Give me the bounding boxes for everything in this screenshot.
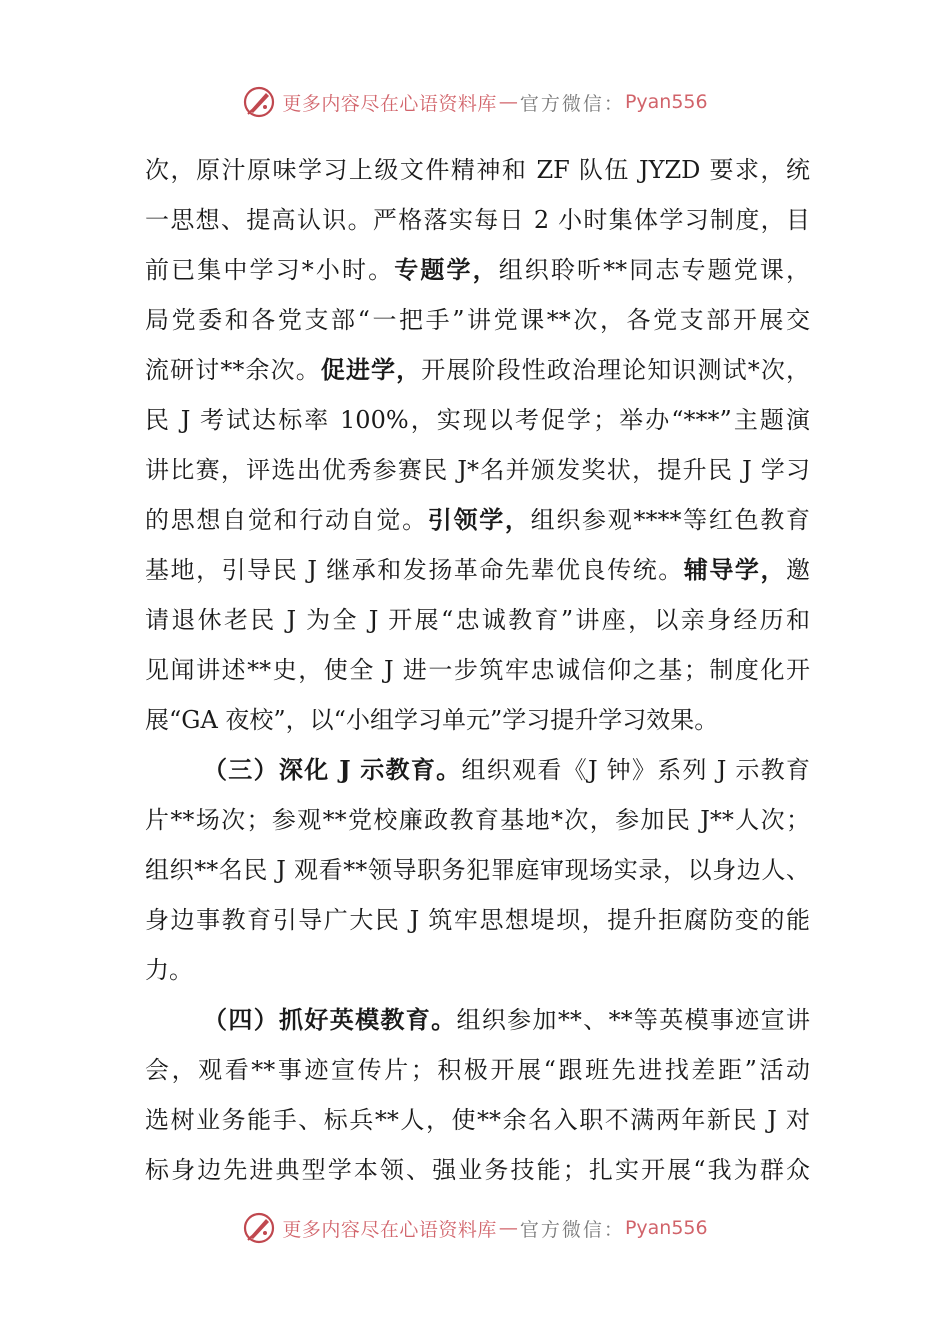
text-line bbox=[145, 1095, 810, 1145]
watermark-id: Pyan556 bbox=[624, 1217, 708, 1239]
bold-heading-text: 促进学， bbox=[320, 355, 422, 384]
watermark-id: Pyan556 bbox=[624, 91, 708, 113]
bold-heading-text: （三）深化 J 示教育。 bbox=[203, 755, 462, 784]
body-text: 组织聆听**同志专题党课， bbox=[498, 256, 811, 284]
quill-logo-icon bbox=[242, 1211, 276, 1245]
body-text: 局党委和各党支部“一把手”讲党课**次，各党支部开展交 bbox=[145, 306, 810, 334]
body-text: 一思想、提高认识。严格落实每日 2 小时集体学习制度，目 bbox=[145, 206, 810, 234]
watermark-inner bbox=[242, 1211, 707, 1245]
body-text: 组织观看《J 钟》系列 J 示教育 bbox=[461, 756, 810, 784]
body-text: 开展阶段性政治理论知识测试*次， bbox=[421, 356, 811, 384]
bold-heading-text: 辅导学， bbox=[683, 555, 786, 584]
body-text: 组织参观****等红色教育 bbox=[530, 506, 811, 534]
watermark-footer bbox=[0, 1208, 950, 1248]
text-line bbox=[145, 445, 810, 495]
watermark-site: 更多内容尽在心语资料库 bbox=[282, 92, 497, 115]
body-text: 前已集中学习*小时。 bbox=[145, 256, 395, 284]
body-text: 民 J 考试达标率 100%，实现以考促学；举办“***”主题演 bbox=[145, 406, 810, 434]
bold-heading-text: 专题学， bbox=[394, 255, 499, 284]
body-text: 邀 bbox=[786, 556, 810, 584]
text-line bbox=[145, 845, 810, 895]
text-line bbox=[145, 245, 810, 295]
watermark-site: 更多内容尽在心语资料库 bbox=[282, 1218, 497, 1241]
text-line bbox=[145, 1045, 810, 1095]
quill-logo-icon bbox=[242, 85, 276, 119]
watermark-dash: — bbox=[498, 1217, 518, 1239]
body-text: 基地，引导民 J 继承和发扬革命先辈优良传统。 bbox=[145, 556, 684, 584]
document-body bbox=[145, 145, 810, 1195]
text-line bbox=[145, 995, 810, 1045]
text-line bbox=[145, 695, 810, 745]
text-line bbox=[145, 595, 810, 645]
body-text: 身边事教育引导广大民 J 筑牢思想堤坝，提升拒腐防变的能 bbox=[145, 906, 810, 934]
body-text: 选树业务能手、标兵**人，使**余名入职不满两年新民 J 对 bbox=[145, 1106, 810, 1134]
body-text: 组织参加**、**等英模事迹宣讲 bbox=[456, 1006, 811, 1034]
body-text: 请退休老民 J 为全 J 开展“忠诚教育”讲座，以亲身经历和 bbox=[145, 606, 810, 634]
watermark-wx-label: 官方微信： bbox=[519, 92, 625, 115]
body-text: 片**场次；参观**党校廉政教育基地*次，参加民 J**人次； bbox=[145, 806, 810, 834]
body-text: 力。 bbox=[145, 956, 193, 984]
text-line bbox=[145, 495, 810, 545]
text-line bbox=[145, 345, 810, 395]
body-text: 会，观看**事迹宣传片；积极开展“跟班先进找差距”活动 bbox=[145, 1056, 810, 1084]
text-line bbox=[145, 1145, 810, 1195]
bold-heading-text: （四）抓好英模教育。 bbox=[203, 1005, 457, 1034]
watermark-wx-label: 官方微信： bbox=[519, 1218, 625, 1241]
text-line bbox=[145, 545, 810, 595]
body-text: 次，原汁原味学习上级文件精神和 ZF 队伍 JYZD 要求，统 bbox=[145, 156, 810, 184]
text-line bbox=[145, 895, 810, 945]
body-text: 讲比赛，评选出优秀参赛民 J*名并颁发奖状，提升民 J 学习 bbox=[145, 456, 810, 484]
body-text: 流研讨**余次。 bbox=[145, 356, 321, 384]
body-text: 标身边先进典型学本领、强业务技能；扎实开展“我为群众 bbox=[145, 1156, 810, 1184]
text-line bbox=[145, 645, 810, 695]
body-text: 展“GA 夜校”，以“小组学习单元”学习提升学习效果。 bbox=[145, 706, 719, 734]
bold-heading-text: 引领学， bbox=[427, 505, 531, 534]
body-text: 组织**名民 J 观看**领导职务犯罪庭审现场实录，以身边人、 bbox=[145, 856, 810, 884]
text-line bbox=[145, 395, 810, 445]
text-line bbox=[145, 795, 810, 845]
text-line bbox=[145, 745, 810, 795]
text-line bbox=[145, 145, 810, 195]
text-line bbox=[145, 195, 810, 245]
text-line bbox=[145, 295, 810, 345]
watermark-inner bbox=[242, 85, 707, 119]
body-text: 见闻讲述**史，使全 J 进一步筑牢忠诚信仰之基；制度化开 bbox=[145, 656, 810, 684]
text-line bbox=[145, 945, 810, 995]
body-text: 的思想自觉和行动自觉。 bbox=[145, 506, 428, 534]
watermark-header bbox=[0, 82, 950, 122]
watermark-dash: — bbox=[498, 91, 518, 113]
